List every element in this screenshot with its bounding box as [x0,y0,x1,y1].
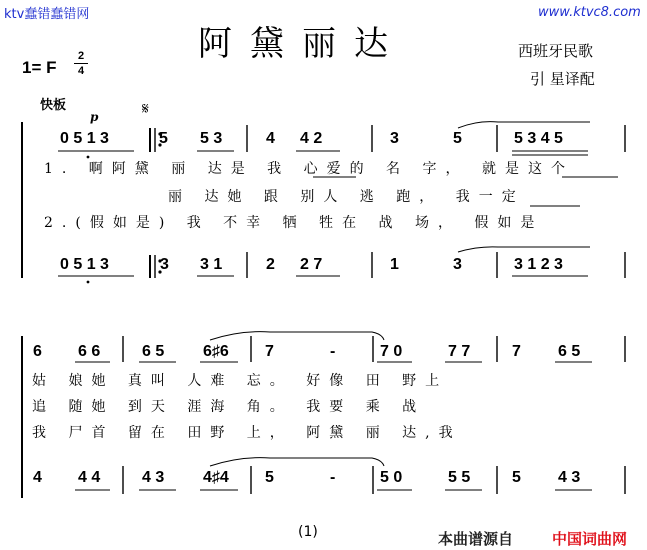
source-site: 中国词曲网 [552,530,628,548]
lyric-line: 姑 娘她 真叫 人难 忘。 好像 田 野上 [32,373,449,389]
note-group: 5 5 [448,469,471,486]
note-group: 7 0 [380,343,403,360]
note-group: 4 2 [300,130,323,147]
key-signature: 1= F [22,58,57,77]
song-title: 阿黛丽达 [198,24,406,64]
song-origin: 西班牙民歌 [518,42,594,60]
note-group: 3 1 2 3 [514,256,563,273]
note-group: 6 6 [78,343,101,360]
note-group: 6 [33,343,42,360]
song-translator: 引 星译配 [530,70,595,88]
note-group: 5 [159,130,168,147]
note-group: 5 0 [380,469,403,486]
note-group: 3 [453,256,462,273]
note-group: 5 3 [200,130,223,147]
note-group: 0 5 1 3 [60,130,109,147]
note-group: 4 [33,469,42,486]
note-group: 7 [512,343,521,360]
note-group: 2 7 [300,256,323,273]
time-signature-denominator: 4 [77,65,85,77]
note-group: 3 [390,130,399,147]
note-group: 5 [512,469,521,486]
watermark-right: www.ktvc8.com [538,5,641,20]
lyric-line: 追 随她 到天 涯海 角。 我要 乘 战 [32,399,426,415]
tempo-marking: 快板 [40,98,67,113]
segno-sign: 𝄋 [142,99,149,118]
time-signature-numerator: 2 [77,50,85,62]
note-group: 4 3 [142,469,165,486]
note-group: 6 5 [558,343,581,360]
note-group: 6 5 [142,343,165,360]
dynamic-marking: p [90,110,99,124]
note-group: 7 7 [448,343,471,360]
note-group: 4 4 [78,469,101,486]
lyric-line: 丽 达她 跟 别人 逃 跑， 我一定 [168,189,525,205]
page-number: (1) [298,524,318,540]
note-group: - [330,343,336,360]
note-group: 5 [453,130,462,147]
note-group: 3 [160,256,169,273]
lyric-line: 我 尸首 留在 田野 上， 阿黛 丽 达,我 [32,425,462,441]
note-group: - [330,469,336,486]
note-group: 7 [265,343,274,360]
watermark-left: ktv蠢错蠢错网 [4,7,90,22]
note-group: 4 3 [558,469,581,486]
source-label: 本曲谱源自 [438,530,514,548]
note-group: 4 [266,130,275,147]
note-group: 6♯6 [203,343,229,360]
note-group: 2 [266,256,275,273]
note-group: 1 [390,256,399,273]
lyric-line: 1. 啊阿黛 丽 达是 我 心爱的 名 字， 就是这个 [44,161,574,177]
lyric-line: 2.(假如是) 我 不幸 牺 牲在 战 场， 假如是 [44,215,544,231]
note-group: 4♯4 [203,469,229,486]
note-group: 0 5 1 3 [60,256,109,273]
note-group: 5 [265,469,274,486]
note-group: 3 1 [200,256,223,273]
note-group: 5 3 4 5 [514,130,563,147]
